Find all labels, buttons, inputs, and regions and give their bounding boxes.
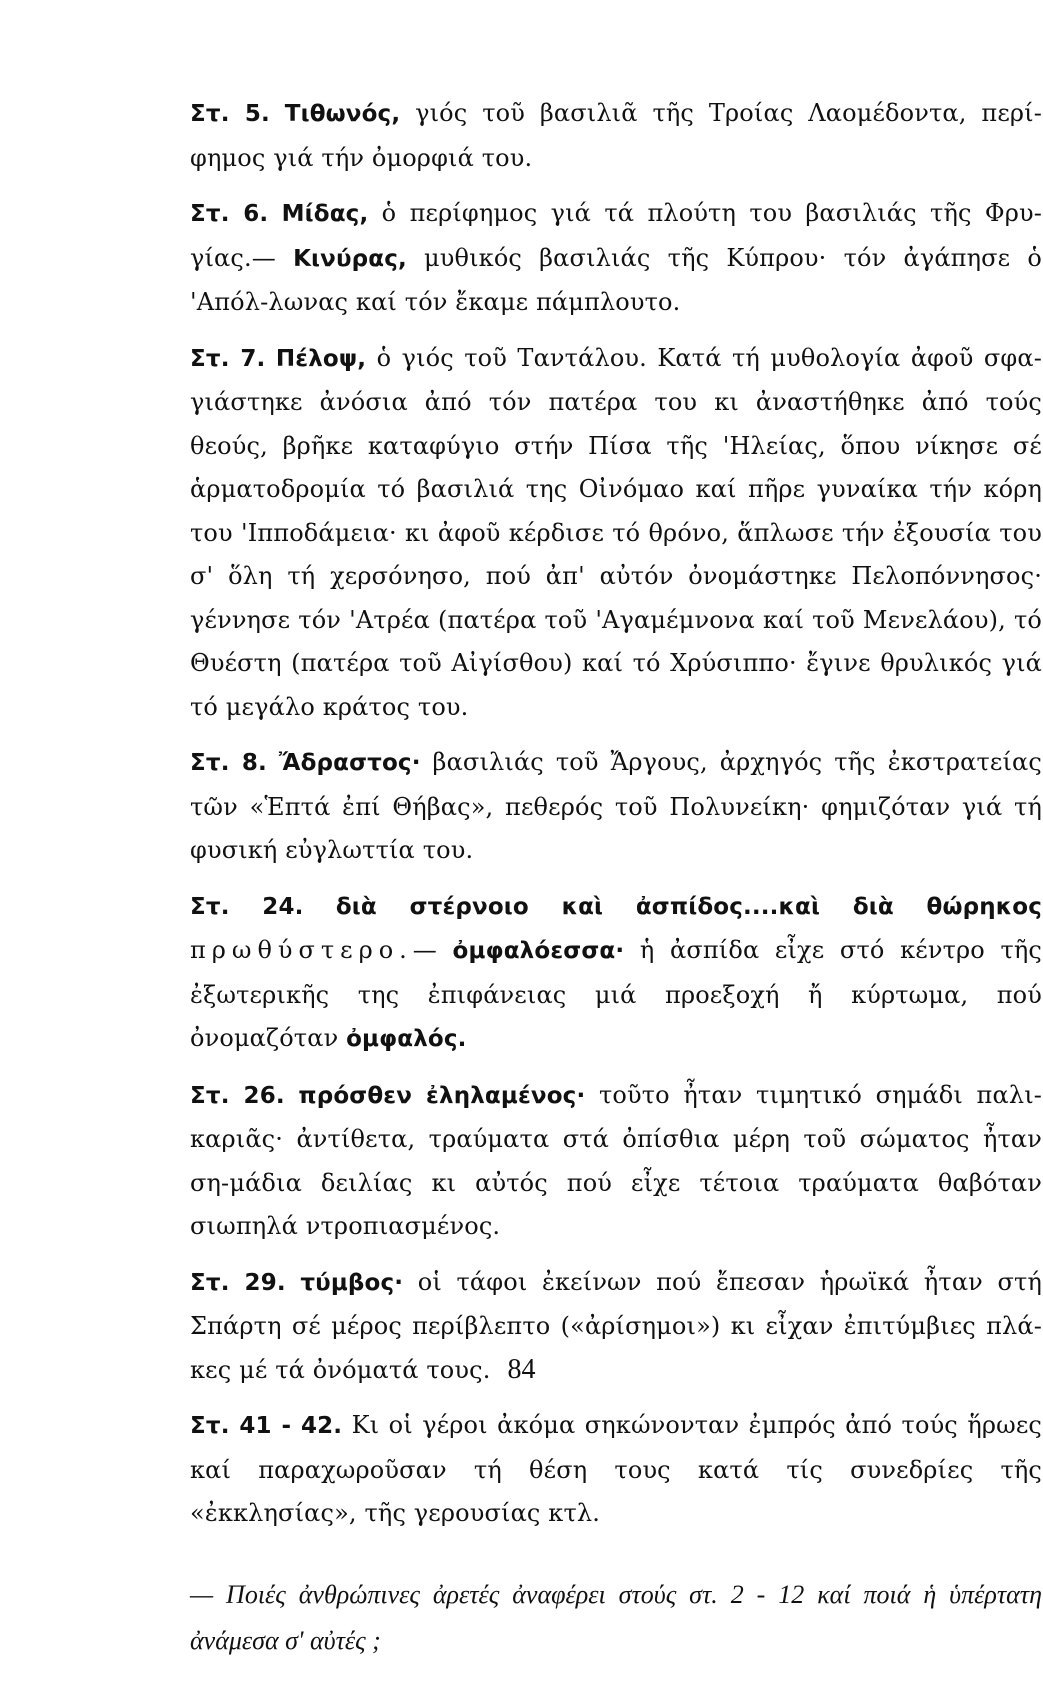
page-number: 84 — [507, 1354, 536, 1385]
glossed-term: Μίδας, — [281, 201, 369, 227]
verse-reference: Στ. 26. — [190, 1082, 285, 1109]
notes-section — [190, 92, 1042, 1690]
verse-reference: Στ. 7. — [190, 345, 266, 372]
glossed-term: ὀμφαλόεσσα· — [452, 938, 625, 964]
note-text: βασιλιάς τοῦ Ἄργους, ἀρχηγός τῆς ἐκστρατείας τῶν «Ἑπτά ἐπί Θήβας», πεθερός τοῦ Πολυνείκη· φημιζόταν γιά τή φυσική εὐγλωττία του. — [190, 748, 1042, 864]
glossed-term: πρόσθεν ἐληλαμένος· — [298, 1082, 586, 1109]
note-text: ὁ περίφημος γιά τά πλούτη του βασιλιάς τῆς Φρυ-γίας.— — [190, 199, 1042, 272]
note-text: τοῦτο ἦταν τιμητικό σημάδι παλι-καριᾶς· ἀντίθετα, τραύματα στά ὀπίσθια μέρη τοῦ σώματος ἦταν ση-μάδια δειλίας κι αὐτός πού εἶχε τέτοια τραύματα θαβόταν σιωπηλά ντροπιασμένος. — [190, 1080, 1043, 1240]
note-text: ὁ γιός τοῦ Ταντάλου. Κατά τή μυθολογία ἀφοῦ σφα-γιάστηκε ἀνόσια ἀπό τόν πατέρα του κι ἀναστήθηκε ἀπό τούς θεούς, βρῆκε καταφύγιο στήν Πίσα τῆς 'Ηλείας, ὅπου νίκησε σέ ἁρματοδρομία τό βασιλιά της Οἰνόμαο καί πῆρε γυναίκα τήν κόρη του 'Ιπποδάμεια· κι ἀφοῦ κέρδισε τό θρόνο, ἅπλωσε τήν ἐξουσία του σ' ὅλη τή χερσόνησο, πού ἀπ' αὐτόν ὀνομάστηκε Πελοπόννησος· γέννησε τόν 'Ατρέα (πατέρα τοῦ 'Αγαμέμνονα καί τοῦ Μενελάου), τό Θυέστη (πατέρα τοῦ Αἰγίσθου) καί τό Χρύσιππο· ἔγινε θρυλικός γιά τό μεγάλο κράτος του. — [190, 343, 1042, 721]
glossed-term: Πέλοψ, — [275, 345, 367, 372]
glossed-term: τύμβος· — [300, 1269, 404, 1296]
note-text: γιός τοῦ βασιλιᾶ τῆς Τροίας Λαομέδοντα, περί-φημος γιά τήν ὀμορφιά του. — [190, 99, 1042, 172]
glossed-term: Κινύρας, — [293, 245, 407, 272]
note-text: μυθικός βασιλιάς τῆς Κύπρου· τόν ἀγάπησε ὁ 'Απόλ-λωνας καί τόν ἔκαμε πάμπλουτο. — [190, 243, 1042, 316]
note-verse-24 — [190, 885, 1042, 1062]
note-verse-41-42 — [190, 1404, 1042, 1536]
study-question: — Ποιές ἀνθρώπινες ἀρετές ἀναφέρει στούς στ. 2 - 12 καί ποιά ἡ ὑπέρτατη ἀνάμεσα σ' αὐτές ; — [190, 1579, 1042, 1655]
note-verse-26 — [190, 1074, 1042, 1249]
verse-reference: Στ. 6. — [190, 201, 269, 227]
note-text: ἡ ἀσπίδα εἶχε στό κέντρο τῆς ἐξωτερικῆς της ἐπιφάνειας μιά προεξοχή ἤ κύρτωμα, πού ὀνομαζόταν — [190, 936, 1042, 1052]
glossed-term: διὰ στέρνοιο καὶ ἀσπίδος....καὶ διὰ θώρηκος — [335, 893, 1043, 920]
note-verse-8 — [190, 741, 1042, 873]
glossed-term: Ἄδραστος· — [278, 750, 421, 776]
note-text: Κι οἱ γέροι ἀκόμα σηκώνονταν ἐμπρός ἀπό τούς ἥρωες καί παραχωροῦσαν τή θέση τους κατά τίς συνεδρίες τῆς «ἐκκλησίας», τῆς γερουσίας κτλ. — [190, 1411, 1042, 1527]
verse-reference: Στ. 24. — [190, 893, 304, 920]
note-verse-6 — [190, 192, 1042, 325]
verse-reference: Στ. 8. — [190, 750, 267, 776]
spaced-term: πρωθύστερο. — [190, 936, 413, 964]
note-text: οἱ τάφοι ἐκείνων πού ἔπεσαν ἡρωϊκά ἦταν στή Σπάρτη σέ μέρος περίβλεπτο («ἀρίσημοι») κι εἶχαν ἐπιτύμβιες πλά-κες μέ τά ὀνόματά τους. — [190, 1267, 1043, 1384]
note-text: — — [412, 936, 453, 964]
glossed-term: ὀμφαλός. — [346, 1026, 467, 1052]
glossed-term: Τιθωνός, — [284, 101, 401, 127]
verse-reference: Στ. 29. — [190, 1269, 286, 1296]
note-verse-5 — [190, 92, 1042, 180]
verse-reference: Στ. 41 - 42. — [190, 1413, 343, 1439]
verse-reference: Στ. 5. — [190, 101, 270, 127]
note-verse-7 — [190, 337, 1042, 730]
